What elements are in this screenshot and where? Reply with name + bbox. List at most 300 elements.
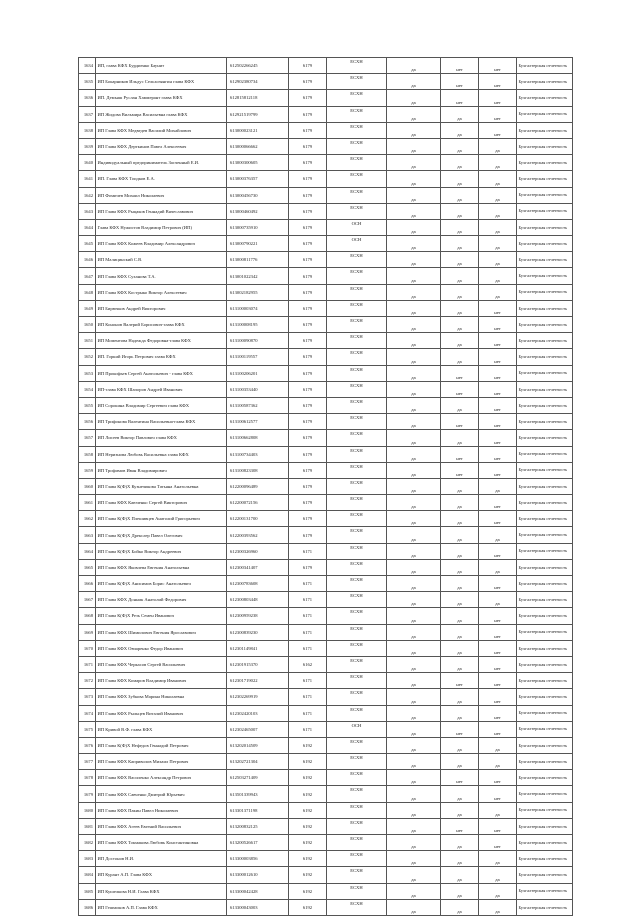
activity-code-cell: 6179 bbox=[289, 300, 327, 316]
table-row bbox=[79, 592, 573, 608]
report-type-cell: Бухгалтерская отчетность bbox=[517, 592, 573, 608]
flag-1-cell: да bbox=[387, 122, 441, 138]
tax-system-cell: ЕСХН bbox=[327, 317, 387, 333]
flag-2-cell: да bbox=[441, 835, 479, 851]
tax-system-cell: ЕСХН bbox=[327, 818, 387, 834]
row-number-cell: 1686 bbox=[79, 899, 96, 915]
flag-2-cell: да bbox=[441, 236, 479, 252]
report-type-cell: Бухгалтерская отчетность bbox=[517, 333, 573, 349]
row-number-cell: 1658 bbox=[79, 446, 96, 462]
flag-3-cell: нет bbox=[479, 349, 517, 365]
activity-code-cell: 6171 bbox=[289, 608, 327, 624]
table-row bbox=[79, 414, 573, 430]
flag-3-cell: да bbox=[479, 559, 517, 575]
table-row bbox=[79, 236, 573, 252]
activity-code-cell: 6171 bbox=[289, 624, 327, 640]
inn-code-cell: 613100008195 bbox=[227, 317, 289, 333]
activity-code-cell: 6179 bbox=[289, 478, 327, 494]
flag-2-cell: да bbox=[441, 430, 479, 446]
row-number-cell: 1681 bbox=[79, 818, 96, 834]
flag-3-cell: да bbox=[479, 284, 517, 300]
entity-name-cell: ИП. Горкий Игорь Петрович глава КФХ bbox=[96, 349, 227, 365]
activity-code-cell: 6179 bbox=[289, 317, 327, 333]
entity-name-cell: ИП Жидова Вильмира Васильевна глава КФХ bbox=[96, 106, 227, 122]
entity-name-cell: ИП Глава КФХ Зубкова Марина Николаевна bbox=[96, 689, 227, 705]
tax-system-cell: ЕСХН bbox=[327, 122, 387, 138]
flag-1-cell: да bbox=[387, 236, 441, 252]
table-row bbox=[79, 640, 573, 656]
activity-code-cell: 6179 bbox=[289, 187, 327, 203]
activity-code-cell: 6171 bbox=[289, 576, 327, 592]
inn-code-cell: 612301915370 bbox=[227, 656, 289, 672]
table-row bbox=[79, 430, 573, 446]
report-type-cell: Бухгалтерская отчетность bbox=[517, 818, 573, 834]
entity-name-cell: ИП Глава КФХ Пакин Павел Николаевич bbox=[96, 802, 227, 818]
report-type-cell: Бухгалтерская отчетность bbox=[517, 171, 573, 187]
row-number-cell: 1678 bbox=[79, 770, 96, 786]
row-number-cell: 1646 bbox=[79, 252, 96, 268]
tax-system-cell: ЕСХН bbox=[327, 495, 387, 511]
table-row bbox=[79, 527, 573, 543]
tax-system-cell: ЕСХН bbox=[327, 203, 387, 219]
row-number-cell: 1682 bbox=[79, 835, 96, 851]
entity-name-cell: ИП Глава К(Ф)Х Дрекслер Павел Олегович bbox=[96, 527, 227, 543]
flag-2-cell: нет bbox=[441, 58, 479, 74]
inn-code-cell: 613300003856 bbox=[227, 851, 289, 867]
entity-name-cell: ИП Лисеев Виктор Павлович глава КФХ bbox=[96, 430, 227, 446]
table-row bbox=[79, 90, 573, 106]
flag-1-cell: да bbox=[387, 252, 441, 268]
table-row bbox=[79, 187, 573, 203]
inn-code-cell: 613100119557 bbox=[227, 349, 289, 365]
inn-code-cell: 613301371198 bbox=[227, 802, 289, 818]
inn-code-cell: 613000066662 bbox=[227, 138, 289, 154]
flag-1-cell: да bbox=[387, 576, 441, 592]
tax-system-cell: ЕСХН bbox=[327, 478, 387, 494]
table-row bbox=[79, 478, 573, 494]
flag-3-cell: нет bbox=[479, 689, 517, 705]
row-number-cell: 1650 bbox=[79, 317, 96, 333]
flag-3-cell: да bbox=[479, 219, 517, 235]
activity-code-cell: 6179 bbox=[289, 268, 327, 284]
flag-1-cell: да bbox=[387, 155, 441, 171]
activity-code-cell: 6179 bbox=[289, 106, 327, 122]
activity-code-cell: 6179 bbox=[289, 381, 327, 397]
flag-2-cell: да bbox=[441, 511, 479, 527]
flag-2-cell: да bbox=[441, 219, 479, 235]
entity-name-cell: ИП Глава КФХ Савченко Дмитрий Юрьевич bbox=[96, 786, 227, 802]
flag-1-cell: да bbox=[387, 592, 441, 608]
entity-name-cell: ИП Глава КФХ Рыльцев Виталий Иванович bbox=[96, 705, 227, 721]
entity-name-cell: ИП Фомичев Михаил Николаевич bbox=[96, 187, 227, 203]
inn-code-cell: 612503271409 bbox=[227, 770, 289, 786]
flag-3-cell: нет bbox=[479, 543, 517, 559]
tax-system-cell: ЕСХН bbox=[327, 333, 387, 349]
flag-1-cell: да bbox=[387, 365, 441, 381]
activity-code-cell: 6179 bbox=[289, 155, 327, 171]
activity-code-cell: 6192 bbox=[289, 770, 327, 786]
flag-2-cell: нет bbox=[441, 446, 479, 462]
entity-name-cell: ИП Глава КФХ Комаров Владимир Иванович bbox=[96, 673, 227, 689]
activity-code-cell: 6179 bbox=[289, 365, 327, 381]
entity-name-cell: ИП Глава КФХ Медведев Василий Михайлович bbox=[96, 122, 227, 138]
flag-2-cell: нет bbox=[441, 818, 479, 834]
flag-1-cell: да bbox=[387, 171, 441, 187]
row-number-cell: 1657 bbox=[79, 430, 96, 446]
table-row bbox=[79, 462, 573, 478]
inn-code-cell: 612200096489 bbox=[227, 478, 289, 494]
activity-code-cell: 6192 bbox=[289, 883, 327, 899]
table-row bbox=[79, 818, 573, 834]
tax-system-cell: ЕСХН bbox=[327, 883, 387, 899]
flag-3-cell: нет bbox=[479, 106, 517, 122]
report-type-cell: Бухгалтерская отчетность bbox=[517, 478, 573, 494]
row-number-cell: 1684 bbox=[79, 867, 96, 883]
row-number-cell: 1638 bbox=[79, 122, 96, 138]
inn-code-cell: 613100734403 bbox=[227, 446, 289, 462]
activity-code-cell: 6192 bbox=[289, 818, 327, 834]
flag-2-cell: да bbox=[441, 349, 479, 365]
table-row bbox=[79, 835, 573, 851]
row-number-cell: 1683 bbox=[79, 851, 96, 867]
entity-name-cell: ИП Глава КФХ Суханова Т.А. bbox=[96, 268, 227, 284]
report-type-cell: Бухгалтерская отчетность bbox=[517, 268, 573, 284]
inn-code-cell: 613002182955 bbox=[227, 284, 289, 300]
flag-1-cell: да bbox=[387, 381, 441, 397]
report-type-cell: Бухгалтерская отчетность bbox=[517, 705, 573, 721]
activity-code-cell: 6179 bbox=[289, 171, 327, 187]
flag-3-cell: нет bbox=[479, 317, 517, 333]
flag-3-cell: да bbox=[479, 754, 517, 770]
flag-1-cell: да bbox=[387, 705, 441, 721]
inn-code-cell: 612921519799 bbox=[227, 106, 289, 122]
row-number-cell: 1641 bbox=[79, 171, 96, 187]
flag-3-cell: нет bbox=[479, 608, 517, 624]
activity-code-cell: 6179 bbox=[289, 333, 327, 349]
tax-system-cell: ЕСХН bbox=[327, 592, 387, 608]
tax-system-cell: ЕСХН bbox=[327, 867, 387, 883]
inn-code-cell: 613000790221 bbox=[227, 236, 289, 252]
activity-code-cell: 6179 bbox=[289, 252, 327, 268]
flag-2-cell: нет bbox=[441, 414, 479, 430]
entity-name-cell: ИП Глава КФХ Каюченко Сергей Викторович bbox=[96, 495, 227, 511]
inn-code-cell: 613100612577 bbox=[227, 414, 289, 430]
table-row bbox=[79, 122, 573, 138]
flag-2-cell: да bbox=[441, 187, 479, 203]
inn-code-cell: 613300042428 bbox=[227, 883, 289, 899]
table-row bbox=[79, 624, 573, 640]
activity-code-cell: 6192 bbox=[289, 899, 327, 915]
row-number-cell: 1635 bbox=[79, 74, 96, 90]
flag-3-cell: да bbox=[479, 236, 517, 252]
row-number-cell: 1648 bbox=[79, 284, 96, 300]
table-row bbox=[79, 365, 573, 381]
row-number-cell: 1651 bbox=[79, 333, 96, 349]
entity-name-cell: ИП Трофимов Иван Владимирович bbox=[96, 462, 227, 478]
flag-1-cell: да bbox=[387, 899, 441, 915]
row-number-cell: 1656 bbox=[79, 414, 96, 430]
tax-system-cell: ЕСХН bbox=[327, 754, 387, 770]
table-row bbox=[79, 58, 573, 74]
report-type-cell: Бухгалтерская отчетность bbox=[517, 74, 573, 90]
entity-name-cell: ИП-глава КФХ Шапоров Андрей Иванович bbox=[96, 381, 227, 397]
flag-2-cell: да bbox=[441, 592, 479, 608]
row-number-cell: 1660 bbox=[79, 478, 96, 494]
row-number-cell: 1652 bbox=[79, 349, 96, 365]
entity-name-cell: ИП Кононов Валерий Борисович-глава КФХ bbox=[96, 317, 227, 333]
tax-system-cell: ЕСХН bbox=[327, 511, 387, 527]
entity-name-cell: ИП Гешмоков А.П. Глава КФХ bbox=[96, 899, 227, 915]
flag-3-cell: да bbox=[479, 737, 517, 753]
flag-2-cell: нет bbox=[441, 381, 479, 397]
table-row bbox=[79, 171, 573, 187]
report-type-cell: Бухгалтерская отчетность bbox=[517, 511, 573, 527]
row-number-cell: 1669 bbox=[79, 624, 96, 640]
report-type-cell: Бухгалтерская отчетность bbox=[517, 317, 573, 333]
inn-code-cell: 613000376357 bbox=[227, 171, 289, 187]
flag-1-cell: да bbox=[387, 138, 441, 154]
activity-code-cell: 6179 bbox=[289, 414, 327, 430]
flag-3-cell: нет bbox=[479, 705, 517, 721]
flag-2-cell: да bbox=[441, 333, 479, 349]
flag-2-cell: да bbox=[441, 203, 479, 219]
tax-system-cell: ЕСХН bbox=[327, 187, 387, 203]
entity-name-cell: ИП Трифонова Валентина Васильевна-глава КФХ bbox=[96, 414, 227, 430]
table-row bbox=[79, 656, 573, 672]
report-type-cell: Бухгалтерская отчетность bbox=[517, 608, 573, 624]
flag-2-cell: да bbox=[441, 786, 479, 802]
flag-1-cell: да bbox=[387, 58, 441, 74]
flag-3-cell: да bbox=[479, 252, 517, 268]
activity-code-cell: 6179 bbox=[289, 559, 327, 575]
table-row bbox=[79, 737, 573, 753]
report-type-cell: Бухгалтерская отчетность bbox=[517, 90, 573, 106]
row-number-cell: 1655 bbox=[79, 397, 96, 413]
report-type-cell: Бухгалтерская отчетность bbox=[517, 495, 573, 511]
flag-1-cell: да bbox=[387, 462, 441, 478]
flag-2-cell: нет bbox=[441, 673, 479, 689]
activity-code-cell: 6171 bbox=[289, 640, 327, 656]
row-number-cell: 1636 bbox=[79, 90, 96, 106]
inn-code-cell: 613000300605 bbox=[227, 155, 289, 171]
table-row bbox=[79, 106, 573, 122]
inn-code-cell: 613200526617 bbox=[227, 835, 289, 851]
row-number-cell: 1674 bbox=[79, 705, 96, 721]
flag-1-cell: да bbox=[387, 673, 441, 689]
flag-3-cell: да bbox=[479, 883, 517, 899]
tax-system-cell: ЕСХН bbox=[327, 899, 387, 915]
row-number-cell: 1666 bbox=[79, 576, 96, 592]
flag-2-cell: да bbox=[441, 867, 479, 883]
row-number-cell: 1644 bbox=[79, 219, 96, 235]
report-type-cell: Бухгалтерская отчетность bbox=[517, 446, 573, 462]
inn-code-cell: 613100662808 bbox=[227, 430, 289, 446]
flag-1-cell: да bbox=[387, 527, 441, 543]
row-number-cell: 1659 bbox=[79, 462, 96, 478]
flag-3-cell: нет bbox=[479, 90, 517, 106]
report-type-cell: Бухгалтерская отчетность bbox=[517, 673, 573, 689]
flag-3-cell: нет bbox=[479, 430, 517, 446]
flag-1-cell: да bbox=[387, 770, 441, 786]
inn-code-cell: 612902380734 bbox=[227, 74, 289, 90]
flag-1-cell: да bbox=[387, 219, 441, 235]
flag-2-cell: нет bbox=[441, 74, 479, 90]
flag-3-cell: да bbox=[479, 851, 517, 867]
inn-code-cell: 612300326960 bbox=[227, 543, 289, 559]
report-type-cell: Бухгалтерская отчетность bbox=[517, 106, 573, 122]
flag-3-cell: нет bbox=[479, 673, 517, 689]
entity-name-cell: ИП, глава КФХ Бурдиенко Баунит bbox=[96, 58, 227, 74]
inn-code-cell: 613000811776 bbox=[227, 252, 289, 268]
row-number-cell: 1645 bbox=[79, 236, 96, 252]
flag-1-cell: да bbox=[387, 802, 441, 818]
report-type-cell: Бухгалтерская отчетность bbox=[517, 236, 573, 252]
flag-3-cell: да bbox=[479, 527, 517, 543]
entity-name-cell: ИП Глава КФХ Рыцаков Геннадий Вячеславович bbox=[96, 203, 227, 219]
flag-2-cell: да bbox=[441, 608, 479, 624]
inn-code-cell: 613000460492 bbox=[227, 203, 289, 219]
row-number-cell: 1634 bbox=[79, 58, 96, 74]
flag-3-cell: нет bbox=[479, 300, 517, 316]
tax-system-cell: ЕСХН bbox=[327, 705, 387, 721]
entity-name-cell: ИП Глава КФХ Кострыко Виктор Алексеевич bbox=[96, 284, 227, 300]
row-number-cell: 1680 bbox=[79, 802, 96, 818]
table-row bbox=[79, 721, 573, 737]
row-number-cell: 1675 bbox=[79, 721, 96, 737]
inn-code-cell: 612200072156 bbox=[227, 495, 289, 511]
flag-1-cell: да bbox=[387, 397, 441, 413]
entity-name-cell: ИП Неризнова Любовь Васильевна глава КФХ bbox=[96, 446, 227, 462]
flag-1-cell: да bbox=[387, 640, 441, 656]
table-row bbox=[79, 317, 573, 333]
inn-code-cell: 613000456730 bbox=[227, 187, 289, 203]
table-row bbox=[79, 899, 573, 915]
flag-2-cell: да bbox=[441, 899, 479, 915]
entity-name-cell: ИП Бирючков Андрей Викторович bbox=[96, 300, 227, 316]
tax-system-cell: ЕСХН bbox=[327, 770, 387, 786]
flag-3-cell: да bbox=[479, 802, 517, 818]
flag-1-cell: да bbox=[387, 883, 441, 899]
flag-2-cell: да bbox=[441, 268, 479, 284]
report-type-cell: Бухгалтерская отчетность bbox=[517, 381, 573, 397]
row-number-cell: 1639 bbox=[79, 138, 96, 154]
inn-code-cell: 613001022342 bbox=[227, 268, 289, 284]
report-type-cell: Бухгалтерская отчетность bbox=[517, 219, 573, 235]
tax-system-cell: ЕСХН bbox=[327, 397, 387, 413]
activity-code-cell: 6179 bbox=[289, 284, 327, 300]
table-row bbox=[79, 268, 573, 284]
tax-system-cell: ЕСХН bbox=[327, 608, 387, 624]
report-type-cell: Бухгалтерская отчетность bbox=[517, 284, 573, 300]
flag-1-cell: да bbox=[387, 818, 441, 834]
flag-1-cell: да bbox=[387, 851, 441, 867]
inn-code-cell: 613300012610 bbox=[227, 867, 289, 883]
tax-system-cell: ЕСХН bbox=[327, 576, 387, 592]
flag-2-cell: да bbox=[441, 576, 479, 592]
row-number-cell: 1679 bbox=[79, 786, 96, 802]
activity-code-cell: 6179 bbox=[289, 397, 327, 413]
activity-code-cell: 6171 bbox=[289, 673, 327, 689]
flag-2-cell: да bbox=[441, 754, 479, 770]
flag-3-cell: да bbox=[479, 478, 517, 494]
table-row bbox=[79, 689, 573, 705]
tax-system-cell: ЕСХН bbox=[327, 835, 387, 851]
table-row bbox=[79, 786, 573, 802]
inn-code-cell: 613100003074 bbox=[227, 300, 289, 316]
flag-3-cell: да bbox=[479, 155, 517, 171]
activity-code-cell: 6192 bbox=[289, 802, 327, 818]
activity-code-cell: 6179 bbox=[289, 74, 327, 90]
flag-1-cell: да bbox=[387, 317, 441, 333]
inn-code-cell: 613200832125 bbox=[227, 818, 289, 834]
activity-code-cell: 6171 bbox=[289, 543, 327, 559]
flag-1-cell: да bbox=[387, 203, 441, 219]
entity-name-cell: ИП Прокофьев Сергей Анатольевич - глава КФХ bbox=[96, 365, 227, 381]
flag-2-cell: нет bbox=[441, 770, 479, 786]
row-number-cell: 1643 bbox=[79, 203, 96, 219]
tax-system-cell: ЕСХН bbox=[327, 252, 387, 268]
flag-3-cell: да bbox=[479, 138, 517, 154]
inn-code-cell: 612300803448 bbox=[227, 592, 289, 608]
inn-code-cell: 613000735910 bbox=[227, 219, 289, 235]
activity-code-cell: 6179 bbox=[289, 511, 327, 527]
flag-2-cell: да bbox=[441, 737, 479, 753]
entity-name-cell: ИП Глава КФХ Кожеев Владимир Александрович bbox=[96, 236, 227, 252]
entity-name-cell: ИП Малицинский С.В. bbox=[96, 252, 227, 268]
flag-3-cell: да bbox=[479, 592, 517, 608]
entity-name-cell: ИП Глава КФХ Василенко Александр Петрович bbox=[96, 770, 227, 786]
row-number-cell: 1664 bbox=[79, 543, 96, 559]
tax-system-cell: ЕСХН bbox=[327, 90, 387, 106]
flag-3-cell: нет bbox=[479, 786, 517, 802]
document-page bbox=[78, 57, 572, 916]
report-type-cell: Бухгалтерская отчетность bbox=[517, 58, 573, 74]
tax-system-cell: ЕСХН bbox=[327, 284, 387, 300]
entity-name-cell: ИП Глава КФХ Агеев Евгений Васильевич bbox=[96, 818, 227, 834]
table-row bbox=[79, 155, 573, 171]
report-type-cell: Бухгалтерская отчетность bbox=[517, 656, 573, 672]
table-row bbox=[79, 252, 573, 268]
flag-1-cell: да bbox=[387, 721, 441, 737]
flag-2-cell: да bbox=[441, 656, 479, 672]
report-type-cell: Бухгалтерская отчетность bbox=[517, 737, 573, 753]
flag-2-cell: да bbox=[441, 640, 479, 656]
flag-1-cell: да bbox=[387, 349, 441, 365]
report-type-cell: Бухгалтерская отчетность bbox=[517, 770, 573, 786]
entity-name-cell: ИП Глава К(Ф)Х Нефедов Геннадий Петрович bbox=[96, 737, 227, 753]
tax-system-cell: ЕСХН bbox=[327, 802, 387, 818]
entity-name-cell: ИП Кривой В.Ф. глава КФХ bbox=[96, 721, 227, 737]
flag-2-cell: да bbox=[441, 527, 479, 543]
inn-code-cell: 613100587362 bbox=[227, 397, 289, 413]
tax-system-cell: ОСН bbox=[327, 721, 387, 737]
report-type-cell: Бухгалтерская отчетность bbox=[517, 576, 573, 592]
table-row bbox=[79, 883, 573, 899]
flag-1-cell: да bbox=[387, 835, 441, 851]
flag-2-cell: да bbox=[441, 478, 479, 494]
row-number-cell: 1671 bbox=[79, 656, 96, 672]
report-type-cell: Бухгалтерская отчетность bbox=[517, 462, 573, 478]
table-row bbox=[79, 300, 573, 316]
flag-3-cell: да bbox=[479, 899, 517, 915]
flag-3-cell: нет bbox=[479, 818, 517, 834]
flag-2-cell: да bbox=[441, 252, 479, 268]
table-row bbox=[79, 576, 573, 592]
tax-system-cell: ОСН bbox=[327, 236, 387, 252]
flag-3-cell: нет bbox=[479, 624, 517, 640]
report-type-cell: Бухгалтерская отчетность bbox=[517, 414, 573, 430]
flag-1-cell: да bbox=[387, 495, 441, 511]
